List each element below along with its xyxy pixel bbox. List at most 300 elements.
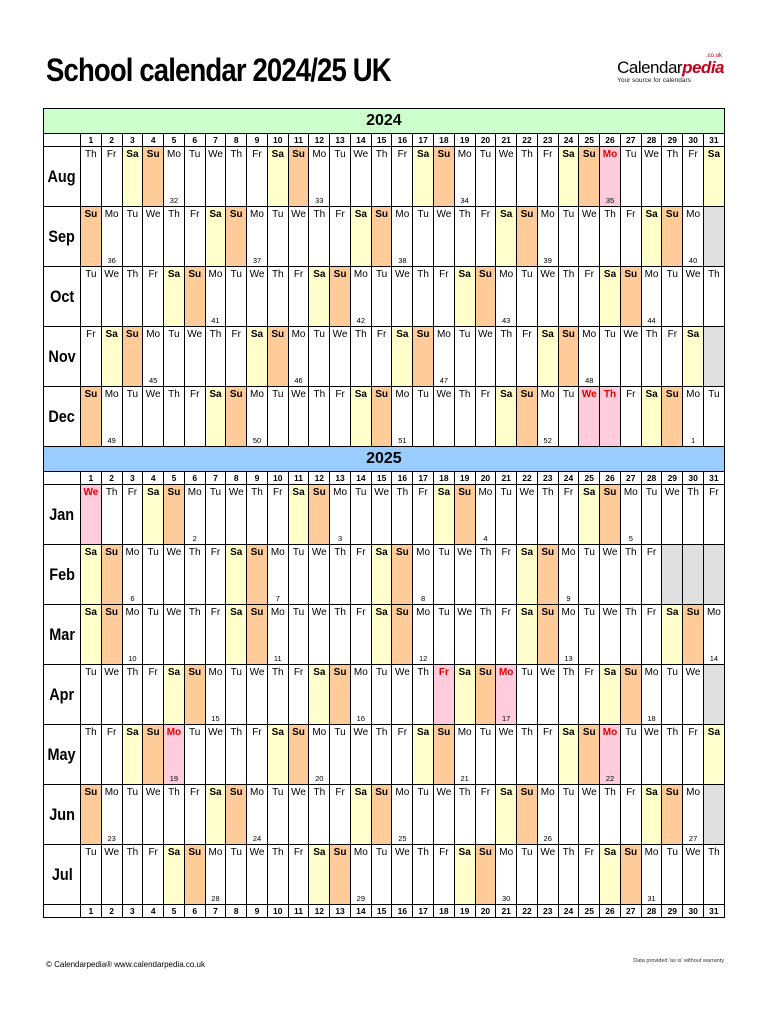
day-cell[interactable] xyxy=(247,725,268,785)
day-cell[interactable] xyxy=(309,785,330,845)
day-cell[interactable] xyxy=(122,725,143,785)
day-cell[interactable] xyxy=(205,207,226,267)
day-cell[interactable] xyxy=(454,327,475,387)
day-cell[interactable] xyxy=(350,327,371,387)
day-cell[interactable] xyxy=(662,845,683,905)
day-cell[interactable] xyxy=(683,267,704,327)
day-cell[interactable] xyxy=(600,545,621,605)
day-cell[interactable] xyxy=(267,207,288,267)
day-cell[interactable] xyxy=(620,725,641,785)
day-cell[interactable] xyxy=(517,725,538,785)
day-cell[interactable] xyxy=(517,147,538,207)
day-cell[interactable] xyxy=(579,267,600,327)
day-cell[interactable] xyxy=(641,485,662,545)
day-cell[interactable] xyxy=(662,387,683,447)
day-cell[interactable] xyxy=(641,665,662,725)
day-cell[interactable] xyxy=(247,545,268,605)
day-cell[interactable] xyxy=(392,845,413,905)
day-cell[interactable] xyxy=(600,665,621,725)
day-cell[interactable] xyxy=(164,327,185,387)
day-cell[interactable] xyxy=(184,605,205,665)
day-cell[interactable] xyxy=(537,485,558,545)
day-cell[interactable] xyxy=(101,267,122,327)
day-cell[interactable] xyxy=(703,605,724,665)
day-cell[interactable] xyxy=(517,485,538,545)
day-cell[interactable] xyxy=(288,267,309,327)
day-cell[interactable] xyxy=(350,485,371,545)
day-cell[interactable] xyxy=(205,267,226,327)
day-cell[interactable] xyxy=(392,785,413,845)
day-cell[interactable] xyxy=(309,605,330,665)
day-cell[interactable] xyxy=(558,485,579,545)
day-cell[interactable] xyxy=(267,785,288,845)
day-cell[interactable] xyxy=(517,387,538,447)
day-cell[interactable] xyxy=(517,605,538,665)
day-cell[interactable] xyxy=(579,605,600,665)
day-cell[interactable] xyxy=(620,387,641,447)
day-cell[interactable] xyxy=(558,147,579,207)
day-cell[interactable] xyxy=(143,327,164,387)
day-cell[interactable] xyxy=(434,207,455,267)
day-cell[interactable] xyxy=(288,207,309,267)
day-cell[interactable] xyxy=(267,545,288,605)
day-cell[interactable] xyxy=(537,207,558,267)
day-cell[interactable] xyxy=(475,147,496,207)
day-cell[interactable] xyxy=(267,665,288,725)
day-cell[interactable] xyxy=(641,785,662,845)
day-cell[interactable] xyxy=(454,147,475,207)
day-cell[interactable] xyxy=(496,387,517,447)
day-cell[interactable] xyxy=(537,845,558,905)
day-cell[interactable] xyxy=(205,845,226,905)
day-cell[interactable] xyxy=(101,785,122,845)
day-cell[interactable] xyxy=(434,665,455,725)
day-cell[interactable] xyxy=(309,545,330,605)
day-cell[interactable] xyxy=(309,845,330,905)
day-cell[interactable] xyxy=(350,665,371,725)
day-cell[interactable] xyxy=(122,845,143,905)
day-cell[interactable] xyxy=(434,147,455,207)
day-cell[interactable] xyxy=(662,605,683,665)
day-cell[interactable] xyxy=(558,327,579,387)
day-cell[interactable] xyxy=(226,845,247,905)
day-cell[interactable] xyxy=(517,207,538,267)
day-cell[interactable] xyxy=(371,725,392,785)
day-cell[interactable] xyxy=(226,725,247,785)
day-cell[interactable] xyxy=(475,725,496,785)
day-cell[interactable] xyxy=(641,545,662,605)
day-cell[interactable] xyxy=(122,605,143,665)
day-cell[interactable] xyxy=(164,387,185,447)
day-cell[interactable] xyxy=(620,267,641,327)
day-cell[interactable] xyxy=(413,267,434,327)
day-cell[interactable] xyxy=(683,207,704,267)
day-cell[interactable] xyxy=(579,725,600,785)
day-cell[interactable] xyxy=(703,387,724,447)
day-cell[interactable] xyxy=(81,845,102,905)
day-cell[interactable] xyxy=(371,267,392,327)
day-cell[interactable] xyxy=(267,327,288,387)
day-cell[interactable] xyxy=(392,545,413,605)
day-cell[interactable] xyxy=(288,725,309,785)
day-cell[interactable] xyxy=(475,387,496,447)
day-cell[interactable] xyxy=(267,605,288,665)
day-cell[interactable] xyxy=(475,785,496,845)
day-cell[interactable] xyxy=(496,327,517,387)
day-cell[interactable] xyxy=(454,485,475,545)
day-cell[interactable] xyxy=(496,147,517,207)
day-cell[interactable] xyxy=(620,545,641,605)
day-cell[interactable] xyxy=(703,845,724,905)
day-cell[interactable] xyxy=(558,725,579,785)
day-cell[interactable] xyxy=(330,327,351,387)
day-cell[interactable] xyxy=(600,267,621,327)
day-cell[interactable] xyxy=(184,207,205,267)
day-cell[interactable] xyxy=(184,267,205,327)
day-cell[interactable] xyxy=(641,725,662,785)
day-cell[interactable] xyxy=(641,147,662,207)
day-cell[interactable] xyxy=(537,545,558,605)
day-cell[interactable] xyxy=(247,147,268,207)
day-cell[interactable] xyxy=(620,845,641,905)
day-cell[interactable] xyxy=(496,605,517,665)
day-cell[interactable] xyxy=(226,605,247,665)
day-cell[interactable] xyxy=(579,327,600,387)
day-cell[interactable] xyxy=(371,327,392,387)
day-cell[interactable] xyxy=(434,725,455,785)
day-cell[interactable] xyxy=(184,665,205,725)
day-cell[interactable] xyxy=(413,485,434,545)
day-cell[interactable] xyxy=(184,545,205,605)
day-cell[interactable] xyxy=(101,485,122,545)
day-cell[interactable] xyxy=(392,665,413,725)
day-cell[interactable] xyxy=(288,605,309,665)
day-cell[interactable] xyxy=(600,785,621,845)
day-cell[interactable] xyxy=(620,327,641,387)
day-cell[interactable] xyxy=(662,485,683,545)
day-cell[interactable] xyxy=(247,267,268,327)
day-cell[interactable] xyxy=(205,485,226,545)
day-cell[interactable] xyxy=(683,327,704,387)
day-cell[interactable] xyxy=(496,725,517,785)
day-cell[interactable] xyxy=(434,387,455,447)
day-cell[interactable] xyxy=(81,207,102,267)
day-cell[interactable] xyxy=(475,267,496,327)
day-cell[interactable] xyxy=(288,665,309,725)
day-cell[interactable] xyxy=(517,665,538,725)
day-cell[interactable] xyxy=(434,605,455,665)
day-cell[interactable] xyxy=(662,207,683,267)
day-cell[interactable] xyxy=(413,845,434,905)
day-cell[interactable] xyxy=(143,545,164,605)
day-cell[interactable] xyxy=(330,387,351,447)
day-cell[interactable] xyxy=(620,485,641,545)
day-cell[interactable] xyxy=(309,147,330,207)
day-cell[interactable] xyxy=(309,485,330,545)
day-cell[interactable] xyxy=(683,845,704,905)
day-cell[interactable] xyxy=(454,545,475,605)
day-cell[interactable] xyxy=(413,545,434,605)
day-cell[interactable] xyxy=(517,267,538,327)
day-cell[interactable] xyxy=(81,485,102,545)
day-cell[interactable] xyxy=(600,845,621,905)
day-cell[interactable] xyxy=(143,785,164,845)
day-cell[interactable] xyxy=(413,327,434,387)
day-cell[interactable] xyxy=(641,387,662,447)
day-cell[interactable] xyxy=(475,545,496,605)
day-cell[interactable] xyxy=(537,605,558,665)
day-cell[interactable] xyxy=(247,605,268,665)
day-cell[interactable] xyxy=(81,785,102,845)
day-cell[interactable] xyxy=(184,327,205,387)
day-cell[interactable] xyxy=(164,147,185,207)
day-cell[interactable] xyxy=(184,785,205,845)
day-cell[interactable] xyxy=(371,845,392,905)
day-cell[interactable] xyxy=(496,785,517,845)
day-cell[interactable] xyxy=(350,267,371,327)
day-cell[interactable] xyxy=(392,207,413,267)
day-cell[interactable] xyxy=(205,545,226,605)
day-cell[interactable] xyxy=(122,267,143,327)
day-cell[interactable] xyxy=(537,267,558,327)
day-cell[interactable] xyxy=(101,545,122,605)
day-cell[interactable] xyxy=(350,387,371,447)
day-cell[interactable] xyxy=(267,147,288,207)
day-cell[interactable] xyxy=(662,147,683,207)
day-cell[interactable] xyxy=(683,387,704,447)
day-cell[interactable] xyxy=(683,147,704,207)
day-cell[interactable] xyxy=(247,207,268,267)
day-cell[interactable] xyxy=(579,485,600,545)
day-cell[interactable] xyxy=(434,267,455,327)
day-cell[interactable] xyxy=(683,605,704,665)
day-cell[interactable] xyxy=(101,387,122,447)
day-cell[interactable] xyxy=(371,605,392,665)
day-cell[interactable] xyxy=(392,725,413,785)
day-cell[interactable] xyxy=(496,267,517,327)
day-cell[interactable] xyxy=(288,785,309,845)
day-cell[interactable] xyxy=(434,785,455,845)
day-cell[interactable] xyxy=(350,545,371,605)
day-cell[interactable] xyxy=(683,785,704,845)
day-cell[interactable] xyxy=(143,665,164,725)
day-cell[interactable] xyxy=(620,605,641,665)
day-cell[interactable] xyxy=(579,845,600,905)
day-cell[interactable] xyxy=(558,605,579,665)
day-cell[interactable] xyxy=(496,207,517,267)
day-cell[interactable] xyxy=(101,207,122,267)
calendarpedia-logo[interactable] xyxy=(617,53,724,84)
day-cell[interactable] xyxy=(267,485,288,545)
day-cell[interactable] xyxy=(620,785,641,845)
day-cell[interactable] xyxy=(434,327,455,387)
day-cell[interactable] xyxy=(558,207,579,267)
day-cell[interactable] xyxy=(122,207,143,267)
day-cell[interactable] xyxy=(330,207,351,267)
day-cell[interactable] xyxy=(122,327,143,387)
day-cell[interactable] xyxy=(288,147,309,207)
day-cell[interactable] xyxy=(350,725,371,785)
day-cell[interactable] xyxy=(164,267,185,327)
day-cell[interactable] xyxy=(371,785,392,845)
day-cell[interactable] xyxy=(205,665,226,725)
day-cell[interactable] xyxy=(579,387,600,447)
day-cell[interactable] xyxy=(558,665,579,725)
day-cell[interactable] xyxy=(226,207,247,267)
day-cell[interactable] xyxy=(143,605,164,665)
day-cell[interactable] xyxy=(496,545,517,605)
day-cell[interactable] xyxy=(579,207,600,267)
day-cell[interactable] xyxy=(164,485,185,545)
day-cell[interactable] xyxy=(620,207,641,267)
day-cell[interactable] xyxy=(413,665,434,725)
day-cell[interactable] xyxy=(413,387,434,447)
day-cell[interactable] xyxy=(683,485,704,545)
day-cell[interactable] xyxy=(247,485,268,545)
day-cell[interactable] xyxy=(226,387,247,447)
day-cell[interactable] xyxy=(143,147,164,207)
day-cell[interactable] xyxy=(309,267,330,327)
day-cell[interactable] xyxy=(288,545,309,605)
day-cell[interactable] xyxy=(475,327,496,387)
day-cell[interactable] xyxy=(413,207,434,267)
day-cell[interactable] xyxy=(662,785,683,845)
day-cell[interactable] xyxy=(392,387,413,447)
day-cell[interactable] xyxy=(683,665,704,725)
day-cell[interactable] xyxy=(641,605,662,665)
day-cell[interactable] xyxy=(434,545,455,605)
day-cell[interactable] xyxy=(600,725,621,785)
day-cell[interactable] xyxy=(579,545,600,605)
day-cell[interactable] xyxy=(413,785,434,845)
day-cell[interactable] xyxy=(81,327,102,387)
day-cell[interactable] xyxy=(226,785,247,845)
day-cell[interactable] xyxy=(288,845,309,905)
day-cell[interactable] xyxy=(309,207,330,267)
day-cell[interactable] xyxy=(330,725,351,785)
day-cell[interactable] xyxy=(475,665,496,725)
day-cell[interactable] xyxy=(454,605,475,665)
day-cell[interactable] xyxy=(454,785,475,845)
day-cell[interactable] xyxy=(330,845,351,905)
day-cell[interactable] xyxy=(247,387,268,447)
day-cell[interactable] xyxy=(164,665,185,725)
day-cell[interactable] xyxy=(143,387,164,447)
day-cell[interactable] xyxy=(288,327,309,387)
day-cell[interactable] xyxy=(496,665,517,725)
day-cell[interactable] xyxy=(620,147,641,207)
day-cell[interactable] xyxy=(267,267,288,327)
day-cell[interactable] xyxy=(164,785,185,845)
day-cell[interactable] xyxy=(267,387,288,447)
day-cell[interactable] xyxy=(164,845,185,905)
day-cell[interactable] xyxy=(330,485,351,545)
day-cell[interactable] xyxy=(454,267,475,327)
day-cell[interactable] xyxy=(309,725,330,785)
day-cell[interactable] xyxy=(101,665,122,725)
day-cell[interactable] xyxy=(81,147,102,207)
day-cell[interactable] xyxy=(703,725,724,785)
day-cell[interactable] xyxy=(662,327,683,387)
day-cell[interactable] xyxy=(143,725,164,785)
day-cell[interactable] xyxy=(350,147,371,207)
day-cell[interactable] xyxy=(600,327,621,387)
day-cell[interactable] xyxy=(517,785,538,845)
day-cell[interactable] xyxy=(517,845,538,905)
day-cell[interactable] xyxy=(81,267,102,327)
day-cell[interactable] xyxy=(454,665,475,725)
day-cell[interactable] xyxy=(537,725,558,785)
day-cell[interactable] xyxy=(662,267,683,327)
day-cell[interactable] xyxy=(641,207,662,267)
day-cell[interactable] xyxy=(558,845,579,905)
day-cell[interactable] xyxy=(371,387,392,447)
day-cell[interactable] xyxy=(101,327,122,387)
day-cell[interactable] xyxy=(184,387,205,447)
day-cell[interactable] xyxy=(184,845,205,905)
day-cell[interactable] xyxy=(517,545,538,605)
day-cell[interactable] xyxy=(600,605,621,665)
day-cell[interactable] xyxy=(330,605,351,665)
day-cell[interactable] xyxy=(267,845,288,905)
day-cell[interactable] xyxy=(184,725,205,785)
day-cell[interactable] xyxy=(641,845,662,905)
day-cell[interactable] xyxy=(454,725,475,785)
day-cell[interactable] xyxy=(205,387,226,447)
day-cell[interactable] xyxy=(330,267,351,327)
day-cell[interactable] xyxy=(122,545,143,605)
day-cell[interactable] xyxy=(579,665,600,725)
day-cell[interactable] xyxy=(641,267,662,327)
day-cell[interactable] xyxy=(164,545,185,605)
day-cell[interactable] xyxy=(309,665,330,725)
day-cell[interactable] xyxy=(247,665,268,725)
day-cell[interactable] xyxy=(122,387,143,447)
day-cell[interactable] xyxy=(392,485,413,545)
day-cell[interactable] xyxy=(81,725,102,785)
day-cell[interactable] xyxy=(226,147,247,207)
day-cell[interactable] xyxy=(579,785,600,845)
day-cell[interactable] xyxy=(81,545,102,605)
day-cell[interactable] xyxy=(371,207,392,267)
day-cell[interactable] xyxy=(330,665,351,725)
day-cell[interactable] xyxy=(330,545,351,605)
day-cell[interactable] xyxy=(683,725,704,785)
day-cell[interactable] xyxy=(703,147,724,207)
day-cell[interactable] xyxy=(143,267,164,327)
day-cell[interactable] xyxy=(143,485,164,545)
day-cell[interactable] xyxy=(164,207,185,267)
day-cell[interactable] xyxy=(330,785,351,845)
day-cell[interactable] xyxy=(184,485,205,545)
day-cell[interactable] xyxy=(143,845,164,905)
day-cell[interactable] xyxy=(579,147,600,207)
day-cell[interactable] xyxy=(537,147,558,207)
day-cell[interactable] xyxy=(454,845,475,905)
day-cell[interactable] xyxy=(454,387,475,447)
day-cell[interactable] xyxy=(122,665,143,725)
day-cell[interactable] xyxy=(101,605,122,665)
day-cell[interactable] xyxy=(81,387,102,447)
day-cell[interactable] xyxy=(392,605,413,665)
day-cell[interactable] xyxy=(371,147,392,207)
day-cell[interactable] xyxy=(537,785,558,845)
day-cell[interactable] xyxy=(371,545,392,605)
day-cell[interactable] xyxy=(413,605,434,665)
day-cell[interactable] xyxy=(537,327,558,387)
day-cell[interactable] xyxy=(205,327,226,387)
day-cell[interactable] xyxy=(226,485,247,545)
